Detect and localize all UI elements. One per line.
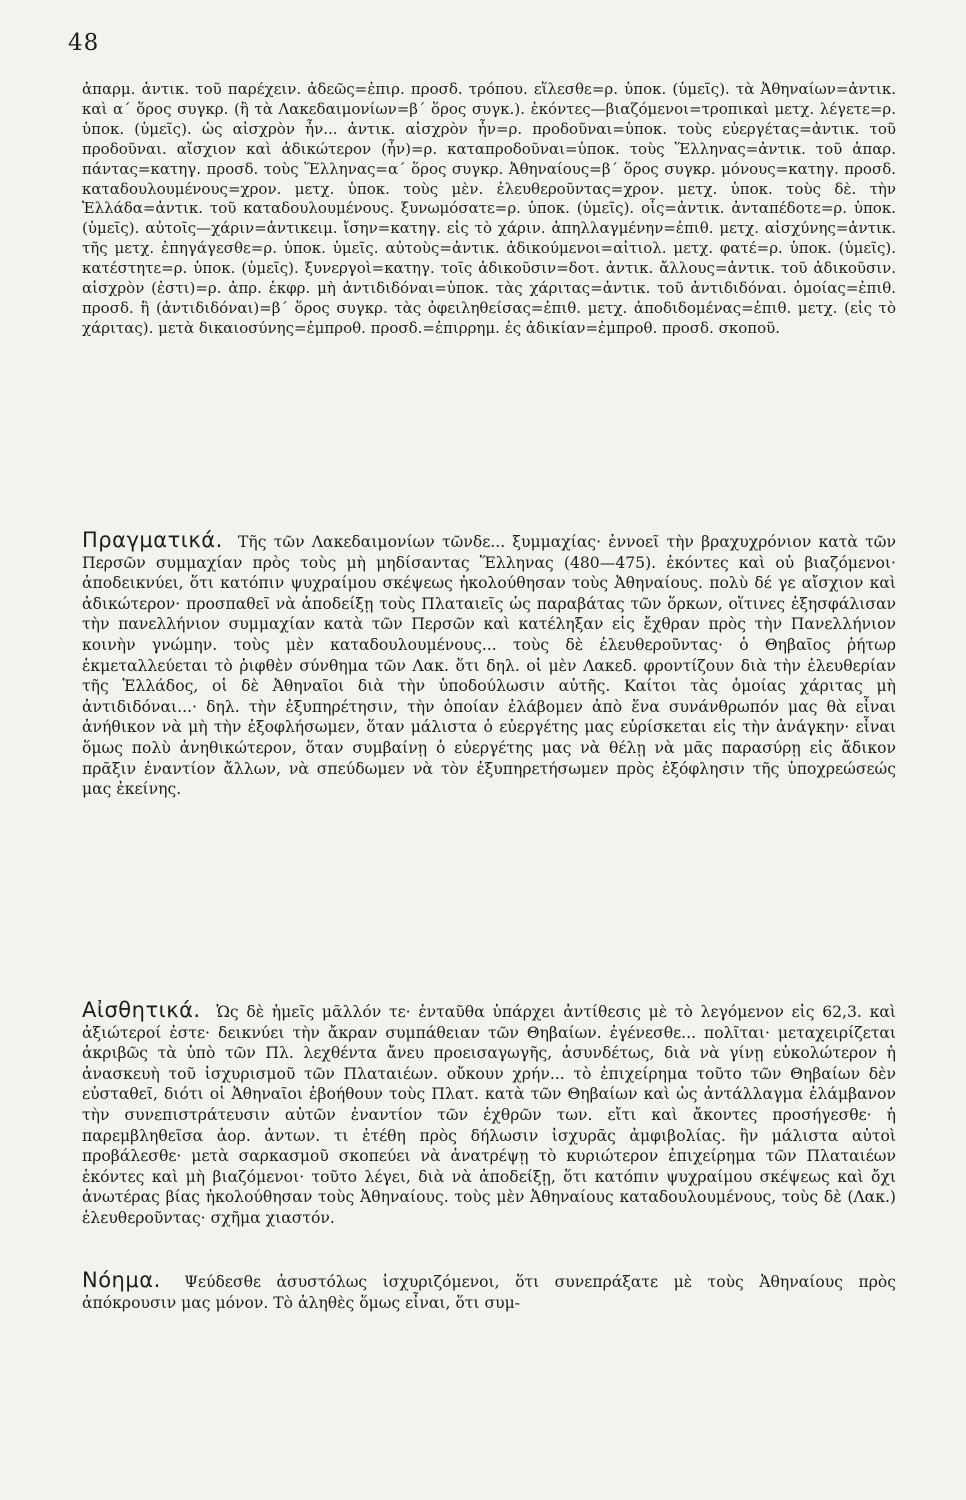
- section-text-aisthitika: Ὡς δὲ ἡμεῖς μᾶλλόν τε· ἐνταῦθα ὑπάρχει ἀντίθεσις μὲ τὸ λεγόμενον εἰς 62,3. καὶ ἀξιώτεροί ἐστε· δεικνύει τὴν ἄκραν συμπάθειαν τῶν Θηβαίων. ἐγένεσθε... πολῖται· μεταχειρίζεται ἀκριβῶς τὰ ὑπὸ τῶν Πλ. λεχθέντα ἄνευ προεισαγωγῆς, ἀσυνδέτως, διὰ νὰ γίνῃ εὐκολώτερον ἡ ἀνασκευὴ τοῦ ἰσχυρισμοῦ τῶν Πλαταιέων. οὔκουν χρήν... τὸ ἐπιχείρημα τοῦτο τῶν Θηβαίων δὲν εὐσταθεῖ, διότι οἱ Ἀθηναῖοι ἐβοήθουν τοὺς Πλατ. κατὰ τῶν Θηβαίων καὶ ὡς ἀντάλλαγμα ἐλάμβανον τὴν συνεπιστράτευσιν αὐτῶν ἐναντίον τῶν ἐχθρῶν των. εἴτι καὶ ἄκοντες προσήγεσθε· ἡ παρεμβληθεῖσα ἀορ. ἀντων. τι ἐτέθη πρὸς δήλωσιν ἰσχυρᾶς ἀμφιβολίας. ἣν μάλιστα αὐτοὶ προβάλεσθε· μετὰ σαρκασμοῦ σκοπεύει νὰ ἀνατρέψῃ τὸ κυριώτερον ἐπιχείρημα τῶν Πλαταιέων ἑκόντες καὶ μὴ βιαζόμενοι· τοῦτο λέγει, διὰ νὰ ἀποδείξῃ, ὅτι κατόπιν ψυχραίμου σκέψεως καὶ ὄχι ἀνωτέρας βίας ἠκολούθησαν τοὺς Ἀθηναίους. τοὺς μὲν Ἀθηναίους καταδουλουμένους, τοὺς δὲ (Λακ.) ἐλευθεροῦντας· σχῆμα χιαστόν.: [82, 1003, 896, 1227]
- section-text-noima: Ψεύδεσθε ἀσυστόλως ἰσχυριζόμενοι, ὅτι συνεπράξατε μὲ τοὺς Ἀθηναίους πρὸς ἀπόκρουσιν μας μόνον. Τὸ ἀληθὲς ὅμως εἶναι, ὅτι συμ-: [82, 1273, 896, 1312]
- section-heading-noima: Νόημα.: [82, 1268, 161, 1292]
- section-heading-aisthitika: Αἰσθητικά.: [82, 998, 201, 1022]
- page-number: 48: [68, 30, 100, 56]
- section-noima: [82, 1270, 896, 1313]
- section-pragmatika: [82, 530, 896, 800]
- section-aisthitika: [82, 1000, 896, 1229]
- section-text-pragmatika: Τῆς τῶν Λακεδαιμονίων τῶνδε... ξυμμαχίας· ἐννοεῖ τὴν βραχυχρόνιον κατὰ τῶν Περσῶν συμμαχίαν πρὸς τοὺς μὴ μηδίσαντας Ἕλληνας (480—475). ἑκόντες καὶ οὐ βιαζόμενοι· ἀποδεικνύει, ὅτι κατόπιν ψυχραίμου σκέψεως ἠκολούθησαν τοὺς Ἀθηναίους. πολὺ δέ γε αἴσχιον καὶ ἀδικώτερον· προσπαθεῖ νὰ ἀποδείξῃ τοὺς Πλαταιεῖς ὡς παραβάτας τῶν ὅρκων, οἵτινες ἐξησφάλισαν τὴν πανελλήνιον συμμαχίαν κατὰ τῶν Περσῶν καὶ κατέληξαν εἰς ἔχθραν πρὸς τὴν Πανελλήνιον κοινὴν γνώμην. τοὺς μὲν καταδουλουμένους... τοὺς δὲ ἐλευθεροῦντας· ὁ Θηβαῖος ῥήτωρ ἐκμεταλλεύεται τὸ ῥιφθὲν σύνθημα τῶν Λακ. ὅτι δηλ. οἱ μὲν Λακεδ. φροντίζουν διὰ τὴν ἐλευθερίαν τῆς Ἑλλάδος, οἱ δὲ Ἀθηναῖοι διὰ τὴν ὑποδούλωσιν αὐτῆς. Καίτοι τὰς ὁμοίας χάριτας μὴ ἀντιδιδόναι...· δηλ. τὴν ἐξυπηρέτησιν, τὴν ὁποίαν ἐλάβομεν ἀπὸ ἕνα συνάνθρωπόν μας θὰ εἶναι ἀνήθικον νὰ μὴ τὴν ἐξοφλήσωμεν, ὅταν μάλιστα ὁ εὐεργέτης μας εὑρίσκεται εἰς τὴν ἀνάγκην· εἶναι ὅμως πολὺ ἀνηθικώτερον, ὅταν συμβαίνῃ ὁ εὐεργέτης μας νὰ θέλῃ νὰ μᾶς παρασύρῃ εἰς ἄδικον πρᾶξιν ἐναντίον ἄλλων, νὰ σπεύδωμεν νὰ τὸν ἐξυπηρετήσωμεν πρὸς ἐξόφλησιν τῆς ὑποχρεώσεώς μας ἐκείνης.: [82, 533, 896, 799]
- grammar-analysis-paragraph: [82, 80, 896, 339]
- grammar-analysis-text: ἀπαρμ. ἀντικ. τοῦ παρέχειν. ἀδεῶς=ἐπιρ. προσδ. τρόπου. εἵλεσθε=ρ. ὑποκ. (ὑμεῖς). τὰ Ἀθηναίων=ἀντικ. καὶ α΄ ὅρος συγκρ. (ἢ τὰ Λακεδαιμονίων=β΄ ὅρος συγκ.). ἑκόντες—βιαζόμενοι=τροπικαὶ μετχ. λέγετε=ρ. ὑποκ. (ὑμεῖς). ὡς αἰσχρὸν ἦν... ἀντικ. αἰσχρὸν ἦν=ρ. προδοῦναι=ὑποκ. τοὺς εὐεργέτας=ἀντικ. τοῦ προδοῦναι. αἴσχιον καὶ ἀδικώτερον (ἦν)=ρ. καταπροδοῦναι=ὑποκ. τοὺς Ἕλληνας=ἀντικ. τοῦ ἀπαρ. πάντας=κατηγ. προσδ. τοὺς Ἕλληνας=α΄ ὅρος συγκρ. Ἀθηναίους=β΄ ὅρος συγκρ. μόνους=κατηγ. προσδ. καταδουλουμένους=χρον. μετχ. ὑποκ. τοὺς μὲν. ἐλευθεροῦντας=χρον. μετχ. ὑποκ. τοὺς δὲ. τὴν Ἑλλάδα=ἀντικ. τοῦ καταδουλουμένους. ξυνωμόσατε=ρ. ὑποκ. (ὑμεῖς). οἷς=ἀντικ. ἀνταπέδοτε=ρ. ὑποκ. (ὑμεῖς). αὐτοῖς—χάριν=ἀντικειμ. ἴσην=κατηγ. εἰς τὸ χάριν. ἀπηλλαγμένην=ἐπιθ. μετχ. αἰσχύνης=ἀντικ. τῆς μετχ. ἐπηγάγεσθε=ρ. ὑποκ. ὑμεῖς. αὐτοὺς=ἀντικ. ἀδικούμενοι=αἰτιολ. μετχ. φατέ=ρ. ὑποκ. (ὑμεῖς). κατέστητε=ρ. ὑποκ. (ὑμεῖς). ξυνεργοὶ=κατηγ. τοῖς ἀδικοῦσιν=δοτ. ἀντικ. ἄλλους=ἀντικ. τοῦ ἀδικοῦσιν. αἰσχρὸν (ἐστι)=ρ. ἀπρ. ἐκφρ. μὴ ἀντιδιδόναι=ὑποκ. τὰς χάριτας=ἀντικ. τοῦ ἀντιδιδόναι. ὁμοίας=ἐπιθ. προσδ. ἢ (ἀντιδιδόναι)=β΄ ὅρος συγκρ. τὰς ὀφειληθείσας=ἐπιθ. μετχ. ἀποδιδομένας=ἐπιθ. μετχ. (εἰς τὸ χάριτας). μετὰ δικαιοσύνης=ἐμπροθ. προσδ.=ἐπιρρημ. ἐς ἀδικίαν=ἐμπροθ. προσδ. σκοποῦ.: [82, 80, 896, 337]
- section-heading-pragmatika: Πραγματικά.: [82, 528, 223, 552]
